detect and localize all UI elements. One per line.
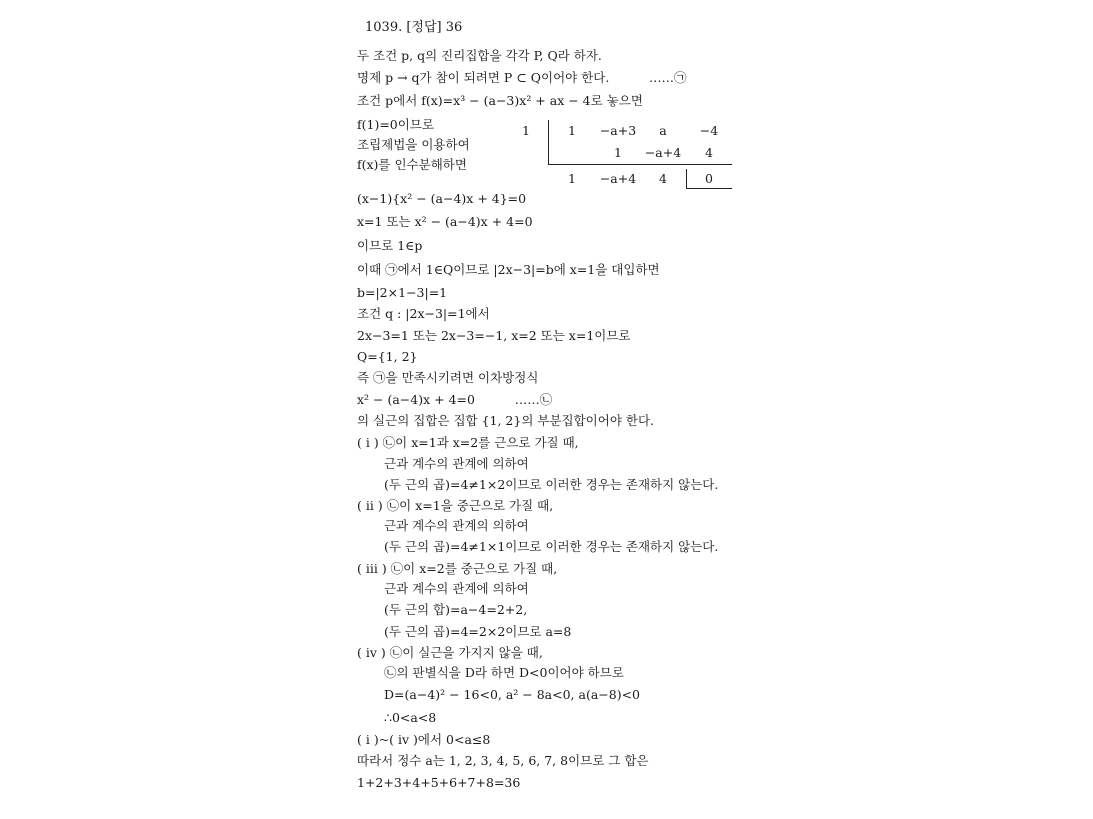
- synthetic-division-table: [512, 120, 742, 192]
- product-entry: −a+4: [644, 145, 682, 160]
- text-line: 2x−3=1 또는 2x−3=−1, x=2 또는 x=1이므로: [357, 328, 631, 343]
- problem-title: 1039. [정답] 36: [365, 20, 463, 35]
- side-note: f(x)를 인수분해하면: [357, 157, 467, 172]
- remainder: 0: [705, 171, 713, 186]
- text-line: 근과 계수의 관계에 의하여: [384, 581, 529, 596]
- product-entry: 4: [705, 145, 713, 160]
- text-line: 조건 p에서 f(x)=x³ − (a−3)x² + ax − 4로 놓으면: [357, 93, 643, 108]
- case-heading: ( iii ) ㉡이 x=2를 중근으로 가질 때,: [357, 561, 558, 576]
- text-line: (두 근의 곱)=4=2×2이므로 a=8: [384, 624, 572, 639]
- text-line: 조건 q : |2x−3|=1에서: [357, 306, 490, 321]
- text-line: x² − (a−4)x + 4=0 ……㉡: [357, 392, 553, 407]
- text-line: ∴0<a<8: [384, 710, 437, 725]
- text-line: 근과 계수의 관계에 의하여: [384, 456, 529, 471]
- text-line: 따라서 정수 a는 1, 2, 3, 4, 5, 6, 7, 8이므로 그 합은: [357, 753, 649, 768]
- side-note: 조립제법을 이용하여: [357, 137, 470, 152]
- text-line: 명제 p → q가 참이 되려면 P ⊂ Q이어야 한다. ……㉠: [357, 70, 687, 85]
- case-heading: ( iv ) ㉡이 실근을 가지지 않을 때,: [357, 645, 543, 660]
- coefficient: 1: [568, 123, 576, 138]
- result-entry: 4: [659, 171, 667, 186]
- text-line: Q={1, 2}: [357, 349, 418, 364]
- text-line: 즉 ㉠을 만족시키려면 이차방정식: [357, 370, 539, 385]
- text-line: b=|2×1−3|=1: [357, 285, 448, 300]
- text-line: 이므로 1∈p: [357, 238, 423, 253]
- text-line: ㉡의 판별식을 D라 하면 D<0이어야 하므로: [384, 665, 624, 680]
- text-line: 이때 ㉠에서 1∈Q이므로 |2x−3|=b에 x=1을 대입하면: [357, 262, 660, 277]
- coefficient: −a+3: [599, 123, 637, 138]
- remainder-box-rule: [686, 169, 687, 189]
- table-horizontal-rule: [548, 164, 732, 165]
- divisor: 1: [522, 123, 530, 138]
- result-entry: −a+4: [599, 171, 637, 186]
- text-line: (두 근의 곱)=4≠1×1이므로 이러한 경우는 존재하지 않는다.: [384, 539, 719, 554]
- text-line: ( i )~( iv )에서 0<a≤8: [357, 732, 491, 747]
- coefficient: −4: [699, 123, 719, 138]
- text-line: (두 근의 곱)=4≠1×2이므로 이러한 경우는 존재하지 않는다.: [384, 477, 719, 492]
- text-line: D=(a−4)² − 16<0, a² − 8a<0, a(a−8)<0: [384, 687, 641, 702]
- result-entry: 1: [568, 171, 576, 186]
- text-line: 두 조건 p, q의 진리집합을 각각 P, Q라 하자.: [357, 48, 602, 63]
- coefficient: a: [659, 123, 667, 138]
- text-line: (x−1){x² − (a−4)x + 4}=0: [357, 191, 527, 206]
- final-answer-line: 1+2+3+4+5+6+7+8=36: [357, 775, 521, 790]
- case-heading: ( i ) ㉡이 x=1과 x=2를 근으로 가질 때,: [357, 435, 579, 450]
- text-line: (두 근의 합)=a−4=2+2,: [384, 602, 528, 617]
- product-entry: 1: [614, 145, 622, 160]
- case-heading: ( ii ) ㉡이 x=1을 중근으로 가질 때,: [357, 498, 554, 513]
- side-note: f(1)=0이므로: [357, 117, 434, 132]
- text-line: 근과 계수의 관계의 의하여: [384, 518, 529, 533]
- text-line: 의 실근의 집합은 집합 {1, 2}의 부분집합이어야 한다.: [357, 413, 654, 428]
- table-vertical-rule: [548, 120, 549, 164]
- remainder-box-rule: [686, 188, 732, 189]
- text-line: x=1 또는 x² − (a−4)x + 4=0: [357, 214, 533, 229]
